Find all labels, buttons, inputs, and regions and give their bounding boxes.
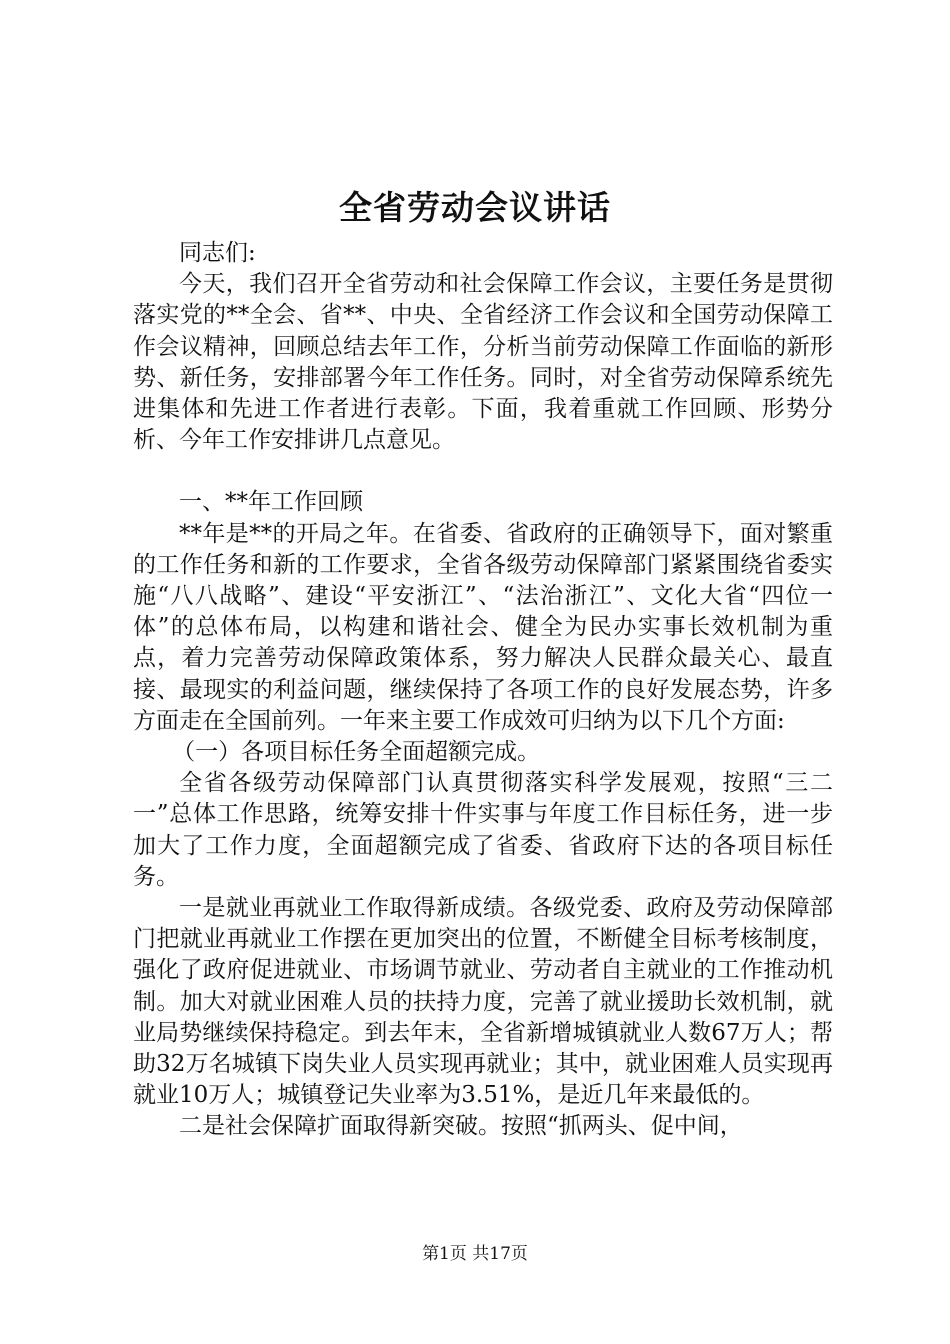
document-body xyxy=(133,238,833,1143)
section-heading-review: 一、**年工作回顾 xyxy=(179,489,363,516)
subsection-heading-1: （一）各项目标任务全面超额完成。 xyxy=(172,739,541,766)
paragraph-social-security: 二是社会保障扩面取得新突破。按照“抓两头、促中间， xyxy=(179,1113,743,1140)
salutation: 同志们: xyxy=(179,240,256,266)
page-number-footer: 第1页 共17页 xyxy=(422,1244,528,1264)
paragraph-employment: 一是就业再就业工作取得新成绩。各级党委、政府及劳动保障部门把就业再就业工作摆在更加突出的位置，不断健全目标考核制度，强化了政府促进就业、市场调节就业、劳动者自主就业的工作推动机制。加大对就业困难人员的扶持力度，完善了就业援助长效机制，就业局势继续保持稳定。到去年末，全省新增城镇就业人数67万人；帮助32万名城镇下岗失业人员实现再就业；其中，就业困难人员实现再就业10万人；城镇登记失业率为3.51%，是近几年来最低的。 xyxy=(133,895,833,1109)
paragraph-review: **年是**的开局之年。在省委、省政府的正确领导下，面对繁重的工作任务和新的工作要求，全省各级劳动保障部门紧紧围绕省委实施“八八战略”、建设“平安浙江”、“法治浙江”、文化大省“四位一体”的总体布局，以构建和谐社会、健全为民办实事长效机制为重点，着力完善劳动保障政策体系，努力解决人民群众最关心、最直接、最现实的利益问题，继续保持了各项工作的良好发展态势，许多方面走在全国前列。一年来主要工作成效可归纳为以下几个方面: xyxy=(133,520,833,734)
paragraph-intro: 今天，我们召开全省劳动和社会保障工作会议，主要任务是贯彻落实党的**全会、省**、中央、全省经济工作会议和全国劳动保障工作会议精神，回顾总结去年工作，分析当前劳动保障工作面临的新形势、新任务，安排部署今年工作任务。同时，对全省劳动保障系统先进集体和先进工作者进行表彰。下面，我着重就工作回顾、形势分析、今年工作安排讲几点意见。 xyxy=(133,271,833,454)
document-title: 全省劳动会议讲话 xyxy=(339,188,611,227)
paragraph-targets: 全省各级劳动保障部门认真贯彻落实科学发展观，按照“三二一”总体工作思路，统筹安排十件实事与年度工作目标任务，进一步加大了工作力度，全面超额完成了省委、省政府下达的各项目标任务。 xyxy=(133,770,833,890)
